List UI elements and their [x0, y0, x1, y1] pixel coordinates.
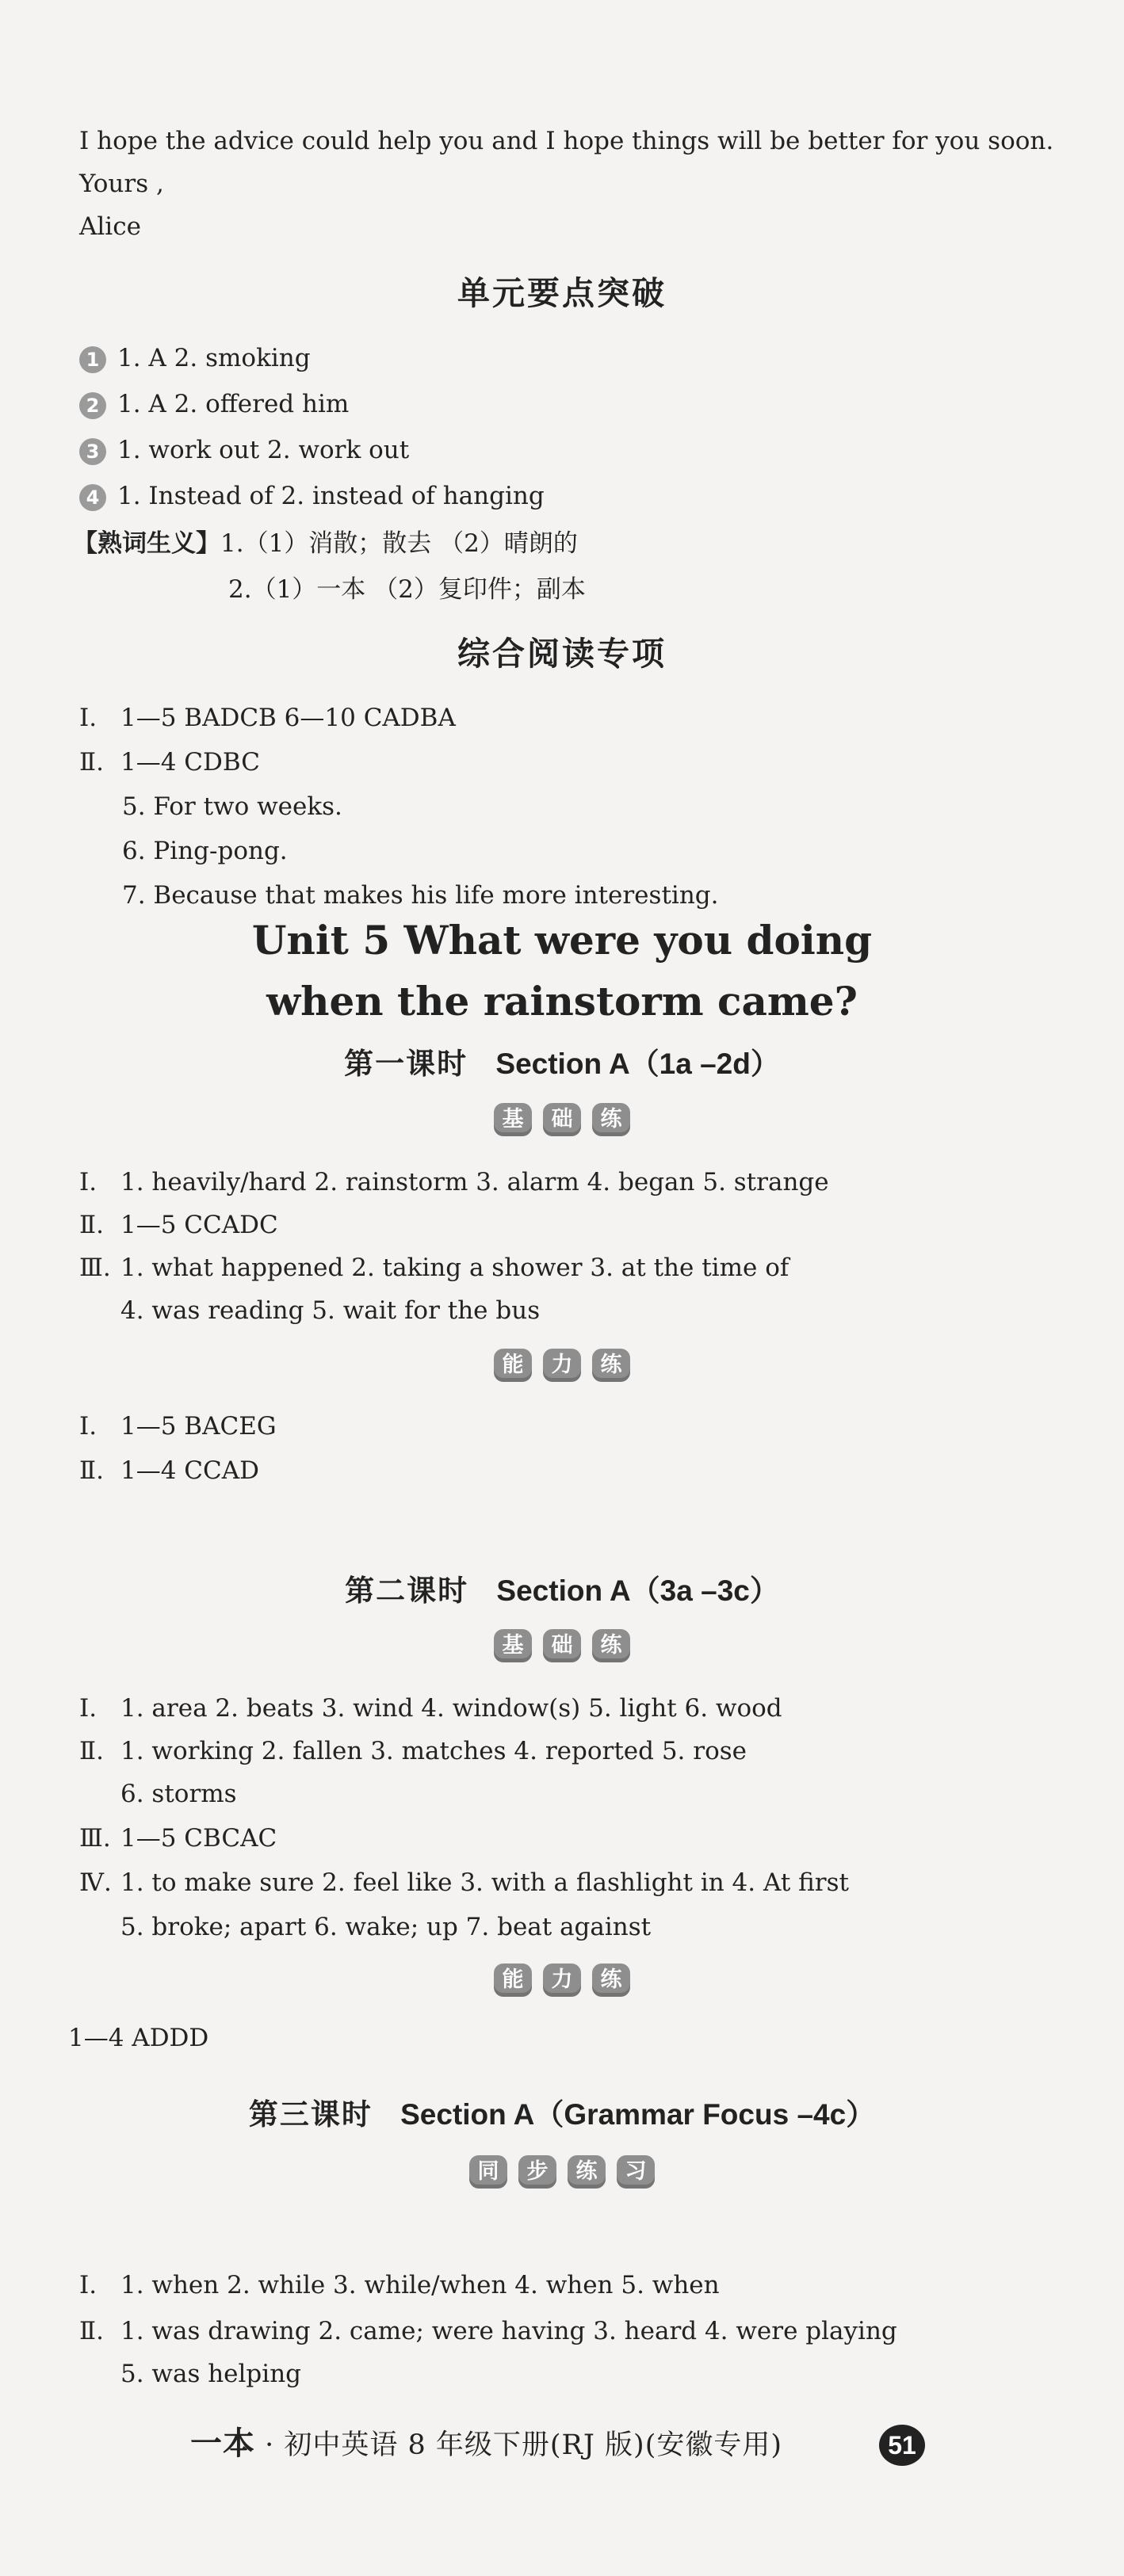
sync-practice-badge [0, 2155, 1124, 2189]
answer-line [79, 702, 456, 734]
answer-text: 1—5 CBCAC [120, 1824, 277, 1853]
lesson-heading [0, 1571, 1124, 1610]
badge-char: 练 [592, 1963, 630, 1997]
ability-practice-badge [0, 1349, 1124, 1382]
roman-numeral: Ⅰ. [79, 2271, 97, 2299]
roman-numeral: Ⅰ. [79, 1694, 97, 1723]
brand-logo: 一本 [190, 2425, 255, 2462]
vocab-label: 【熟词生义】 [73, 529, 220, 558]
number-badge: 1 [79, 346, 106, 373]
answer-text: 1—5 CCADC [120, 1211, 278, 1239]
answer-text: 1—4 CCAD [120, 1456, 259, 1485]
answer-line [79, 1410, 277, 1442]
key-point-text: 1. Instead of 2. instead of hanging [117, 482, 545, 510]
roman-numeral: Ⅲ. [79, 1824, 111, 1853]
roman-numeral: Ⅲ. [79, 1254, 111, 1282]
section-heading-reading: 综合阅读专项 [457, 635, 667, 673]
roman-numeral: Ⅱ. [79, 1456, 104, 1485]
vocab-text: 1.（1）消散；散去 （2）晴朗的 [220, 529, 578, 558]
answer-line: 7. Because that makes his life more interesting. [122, 881, 719, 910]
answer-text: 1. working 2. fallen 3. matches 4. reported 5. rose [120, 1737, 747, 1765]
page-number: 51 [879, 2425, 925, 2466]
number-badge: 3 [79, 438, 106, 465]
lesson-section: Section A（Grammar Focus –4c） [400, 2098, 876, 2131]
roman-numeral: Ⅰ. [79, 704, 97, 732]
answer-line [79, 2315, 897, 2347]
key-point-text: 1. A 2. smoking [117, 344, 311, 372]
roman-numeral: Ⅰ. [79, 1412, 97, 1441]
page-footer [190, 2425, 782, 2464]
lesson-heading [0, 2095, 1124, 2134]
section-heading-key-points: 单元要点突破 [457, 274, 667, 312]
badge-char: 力 [543, 1349, 581, 1382]
vocab-line [73, 528, 578, 559]
letter-closing: Yours , [79, 170, 164, 198]
roman-numeral: Ⅱ. [79, 1737, 104, 1765]
letter-signature: Alice [79, 212, 141, 241]
key-point-item [79, 342, 311, 374]
vocab-line-2: 2.（1）一本 （2）复印件；副本 [228, 575, 586, 604]
key-point-text: 1. work out 2. work out [117, 436, 410, 464]
lesson-section: Section A（1a –2d） [495, 1048, 780, 1080]
badge-char: 练 [592, 1349, 630, 1382]
answer-line [79, 1455, 259, 1486]
answer-line [79, 1166, 829, 1198]
answer-line: 1—4 ADDD [68, 2024, 209, 2052]
ability-practice-badge [0, 1963, 1124, 1997]
number-badge: 2 [79, 392, 106, 419]
answer-text: 1. to make sure 2. feel like 3. with a flashlight in 4. At first [120, 1868, 849, 1897]
answer-text: 1. heavily/hard 2. rainstorm 3. alarm 4. began 5. strange [120, 1168, 829, 1196]
answer-text: 1. was drawing 2. came; were having 3. heard 4. were playing [120, 2317, 897, 2345]
badge-char: 练 [568, 2155, 606, 2189]
badge-char: 础 [543, 1629, 581, 1662]
badge-char: 础 [543, 1103, 581, 1136]
answer-text: 1. when 2. while 3. while/when 4. when 5. when [120, 2271, 720, 2299]
answer-line: 5. broke; apart 6. wake; up 7. beat against [120, 1913, 652, 1941]
badge-char: 练 [592, 1103, 630, 1136]
roman-numeral: Ⅳ. [79, 1868, 112, 1897]
lesson-number: 第三课时 [248, 2097, 373, 2131]
answer-line [79, 1735, 747, 1767]
key-point-item [79, 434, 409, 466]
badge-char: 同 [469, 2155, 507, 2189]
answer-text: 1—5 BACEG [120, 1412, 277, 1441]
unit-title-line2: when the rainstorm came? [266, 978, 858, 1025]
answer-line [79, 1252, 789, 1284]
basic-practice-badge [0, 1103, 1124, 1136]
badge-char: 能 [494, 1963, 532, 1997]
answer-line: 4. was reading 5. wait for the bus [120, 1296, 541, 1325]
letter-line: I hope the advice could help you and I hope things will be better for you soon. [79, 127, 1054, 155]
answer-line [79, 1867, 849, 1899]
answer-line [79, 1693, 782, 1724]
answer-line: 5. For two weeks. [122, 792, 342, 821]
number-badge: 4 [79, 484, 106, 511]
badge-char: 练 [592, 1629, 630, 1662]
badge-char: 基 [494, 1629, 532, 1662]
lesson-number: 第二课时 [345, 1573, 469, 1608]
answer-line [79, 2269, 720, 2301]
badge-char: 步 [518, 2155, 556, 2189]
basic-practice-badge [0, 1629, 1124, 1662]
badge-char: 习 [617, 2155, 655, 2189]
answer-text: 1—4 CDBC [120, 748, 260, 777]
answer-line [79, 746, 260, 778]
badge-char: 能 [494, 1349, 532, 1382]
roman-numeral: Ⅱ. [79, 748, 104, 777]
lesson-heading [0, 1044, 1124, 1083]
roman-numeral: Ⅱ. [79, 1211, 104, 1239]
book-title: · 初中英语 8 年级下册(RJ 版)(安徽专用) [255, 2429, 783, 2461]
key-point-text: 1. A 2. offered him [117, 390, 350, 418]
lesson-section: Section A（3a –3c） [496, 1574, 779, 1607]
unit-title-line1: Unit 5 What were you doing [251, 917, 873, 964]
answer-line: 6. Ping-pong. [122, 837, 288, 865]
key-point-item [79, 480, 545, 512]
answer-text: 1. area 2. beats 3. wind 4. window(s) 5. light 6. wood [120, 1694, 782, 1723]
lesson-number: 第一课时 [344, 1046, 468, 1081]
key-point-item [79, 388, 349, 420]
answer-text: 1. what happened 2. taking a shower 3. at the time of [120, 1254, 789, 1282]
answer-line [79, 1822, 277, 1854]
answer-line: 6. storms [120, 1780, 237, 1808]
answer-line [79, 1209, 278, 1241]
answer-line: 5. was helping [120, 2360, 302, 2388]
roman-numeral: Ⅰ. [79, 1168, 97, 1196]
badge-char: 力 [543, 1963, 581, 1997]
answer-text: 1—5 BADCB 6—10 CADBA [120, 704, 456, 732]
badge-char: 基 [494, 1103, 532, 1136]
roman-numeral: Ⅱ. [79, 2317, 104, 2345]
